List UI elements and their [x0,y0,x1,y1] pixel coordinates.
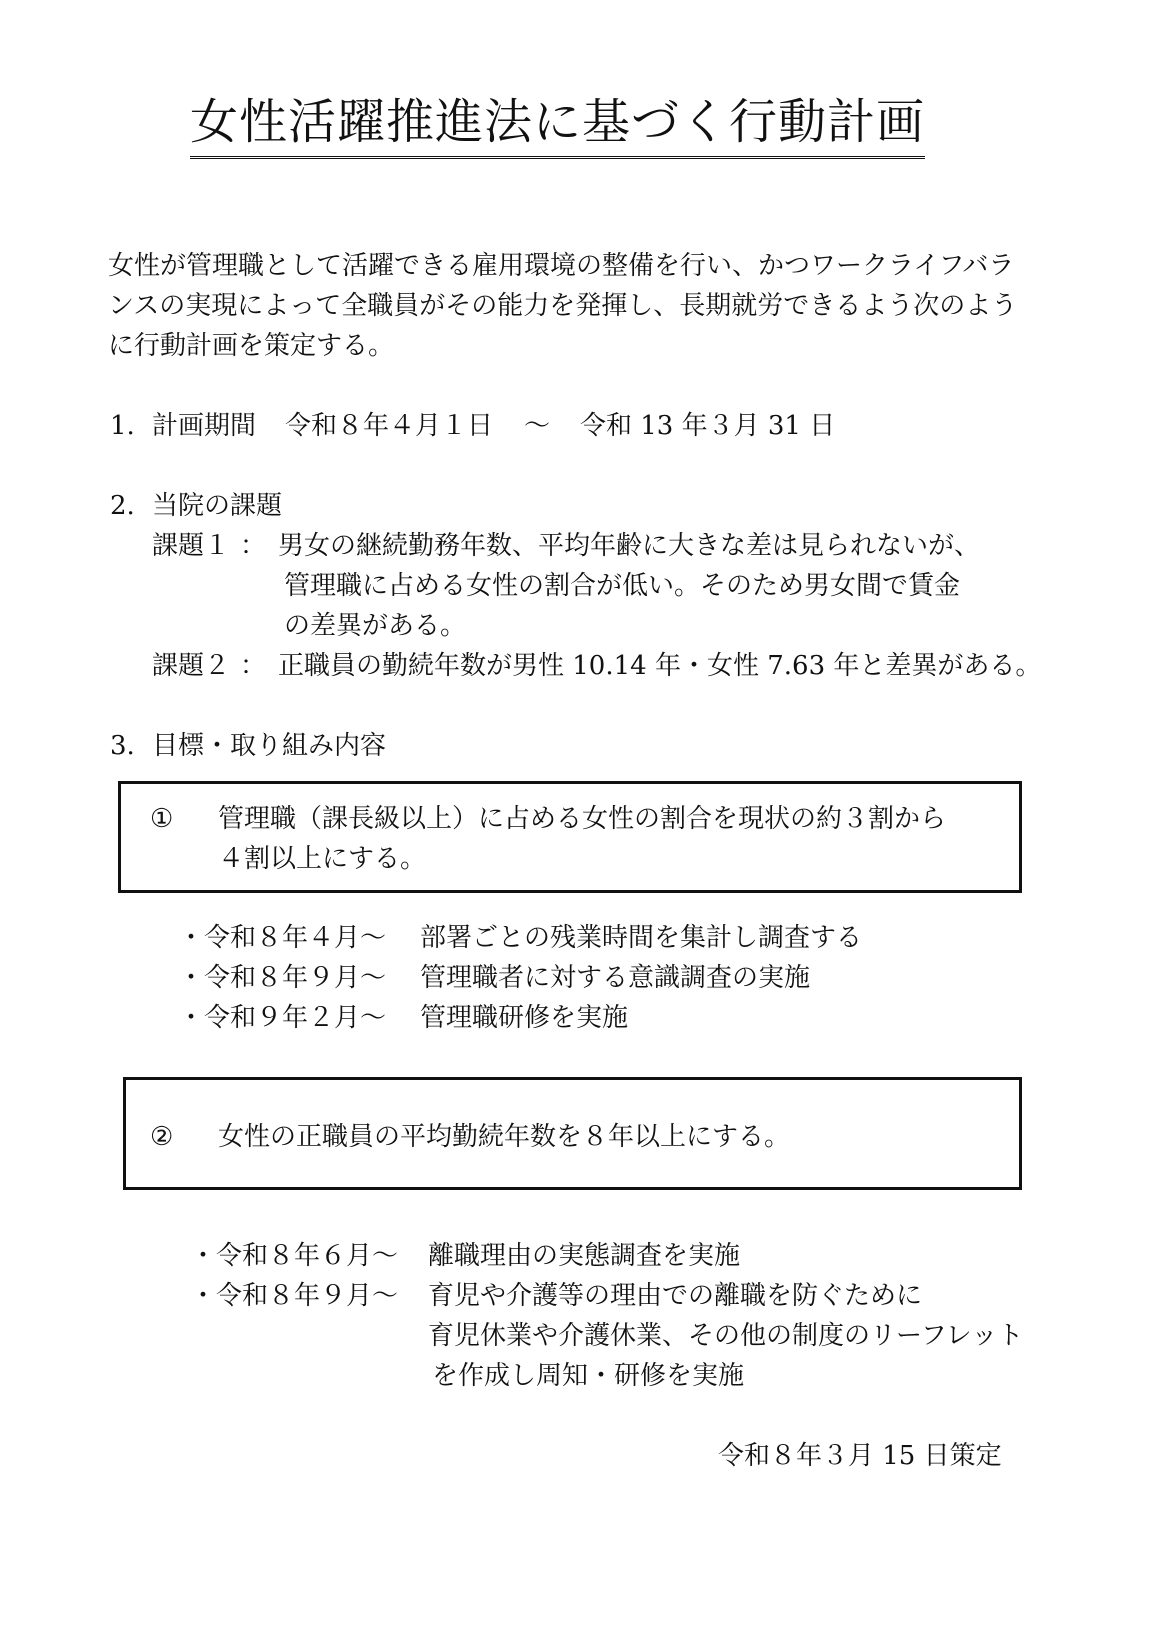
issue2-text: 正職員の勤続年数が男性 10.14 年・女性 7.63 年と差異がある。 [278,651,1042,681]
goal1-action2-text: 管理職者に対する意識調査の実施 [420,963,811,993]
issue1-colon: ： [240,531,267,561]
goal1-action1-text: 部署ごとの残業時間を集計し調査する [420,923,863,953]
goal1-marker: ① [150,804,174,834]
goal1-action1-date: ・令和８年４月～ [178,923,387,953]
intro-line-3: に行動計画を策定する。 [108,331,395,361]
intro-line-1: 女性が管理職として活躍できる雇用環境の整備を行い、かつワークライフバラ [108,251,1015,281]
section1-number: 1. [110,411,135,441]
goal2-text: 女性の正職員の平均勤続年数を８年以上にする。 [218,1122,791,1152]
goal2-marker: ② [150,1122,174,1152]
goal2-action1-date: ・令和８年６月～ [190,1241,399,1271]
section3-label: 目標・取り組み内容 [152,731,387,761]
goal1-line-1: 管理職（課長級以上）に占める女性の割合を現状の約３割から [218,804,947,834]
plan-period-tilde: ～ [524,411,551,441]
enactment-date: 令和８年３月 15 日策定 [718,1441,1002,1471]
plan-end-date: 令和 13 年３月 31 日 [580,411,836,441]
goal1-action3-text: 管理職研修を実施 [420,1003,629,1033]
issue2-colon: ： [240,651,267,681]
plan-start-date: 令和８年４月１日 [285,411,494,441]
goal1-line-2: ４割以上にする。 [218,844,427,874]
document-title: 女性活躍推進法に基づく行動計画 [190,90,925,159]
issue1-label: 課題１ [152,531,231,561]
section1-label: 計画期間 [152,411,257,441]
goal1-action3-date: ・令和９年２月～ [178,1003,387,1033]
section2-number: 2. [110,491,135,521]
goal2-action2-line-3: を作成し周知・研修を実施 [432,1361,745,1391]
goal2-action1-text: 離職理由の実態調査を実施 [428,1241,741,1271]
goal2-action2-line-1: 育児や介護等の理由での離職を防ぐために [428,1281,923,1311]
issue2-label: 課題２ [152,651,231,681]
goal2-action2-line-2: 育児休業や介護休業、その他の制度のリーフレット [428,1321,1024,1351]
intro-line-2: ンスの実現によって全職員がその能力を発揮し、長期就労できるよう次のよう [108,291,1018,321]
goal1-action2-date: ・令和８年９月～ [178,963,387,993]
issue1-line-1: 男女の継続勤務年数、平均年齢に大きな差は見られないが、 [278,531,981,561]
issue1-line-2: 管理職に占める女性の割合が低い。そのため男女間で賃金 [284,571,961,601]
section3-number: 3. [110,731,135,761]
goal2-action2-date: ・令和８年９月～ [190,1281,399,1311]
issue1-line-3: の差異がある。 [284,611,467,641]
section2-label: 当院の課題 [152,491,283,521]
